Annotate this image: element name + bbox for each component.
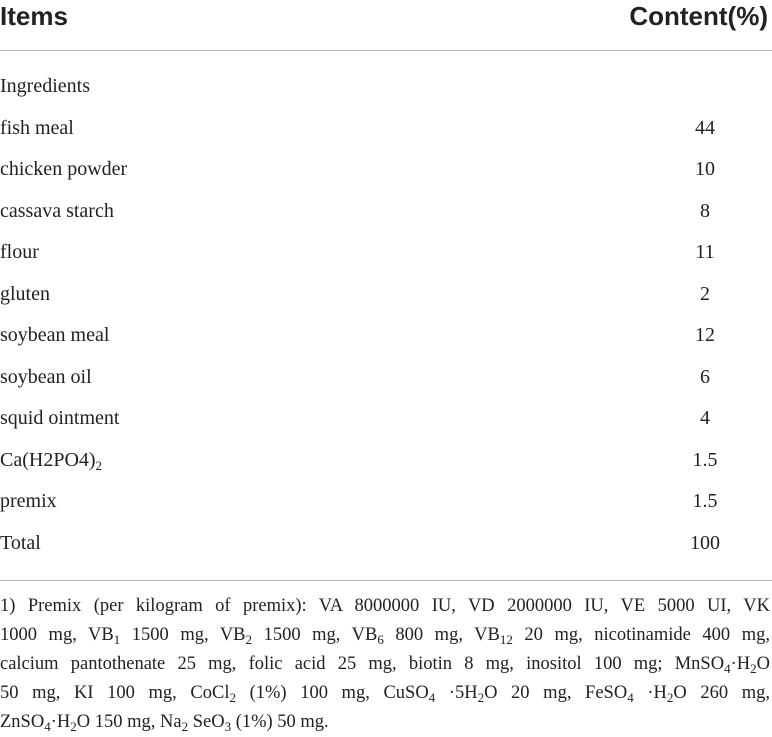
column-header-items: Items [0,1,68,31]
footnote-line: 50 mg, KI 100 mg, CoCl$_2$ (1%) 100 mg, CuSO$_4$ $\cdot 5H_2O$ 20 mg, FeSO$_4$ $\cdot H_2O$ 260 mg, [0,683,770,705]
row-value: 6 [700,366,710,388]
table-row [0,319,772,351]
total-row [0,527,772,559]
footnote-line: $ZnSO_4\cdot H_2O$ 150 mg, $Na_2$ SeO$_3$ (1%) 50 mg. [0,712,329,734]
footer-divider [0,580,772,581]
row-label: chicken powder [0,158,128,180]
section-label: Ingredients [0,75,90,97]
row-value: 2 [700,283,710,305]
footnote-line: 1) Premix (per kilogram of premix): VA 8000000 IU, VD 2000000 IU, VE 5000 UI, VK [0,596,770,616]
row-label [0,444,102,476]
table-header [0,0,772,50]
row-label: soybean meal [0,324,110,346]
row-label-main: Ca(H2PO4) [0,449,96,471]
table-row [0,402,772,434]
row-label: cassava starch [0,200,114,222]
header-divider [0,50,772,51]
row-value: 44 [695,117,715,139]
row-label: squid ointment [0,407,120,429]
section-row [0,70,772,102]
row-value: 1.5 [692,490,718,512]
table-row [0,361,772,393]
table-row [0,153,772,185]
table-row [0,485,772,517]
footnote-line: calcium pantothenate 25 mg, folic acid 25 mg, biotin 8 mg, inositol 100 mg; $MnSO_4\cdot H_2O$ [0,654,770,676]
row-label: flour [0,241,39,263]
table-row [0,112,772,144]
row-value: 12 [695,324,715,346]
table-row [0,195,772,227]
column-header-content: Content(%) [629,1,768,31]
row-value: 8 [700,200,710,222]
row-label-subscript: 2 [95,458,103,473]
row-value: 100 [690,532,720,554]
footnote-line: 1000 mg, $VB_1$ 1500 mg, $VB_2$ 1500 mg, $VB_6$ 800 mg, $VB_{12}$ 20 mg, nicotinamide 400 mg, [0,625,770,647]
row-label: premix [0,490,57,512]
row-label: fish meal [0,117,74,139]
row-value: 4 [700,407,710,429]
row-label: soybean oil [0,366,92,388]
table-row [0,444,772,476]
row-value: 11 [695,241,715,263]
table-row [0,236,772,268]
premix-footnote [0,592,770,737]
row-label: gluten [0,283,50,305]
row-label: Total [0,532,41,554]
row-value: 10 [695,158,715,180]
row-value: 1.5 [692,449,718,471]
table-row [0,278,772,310]
